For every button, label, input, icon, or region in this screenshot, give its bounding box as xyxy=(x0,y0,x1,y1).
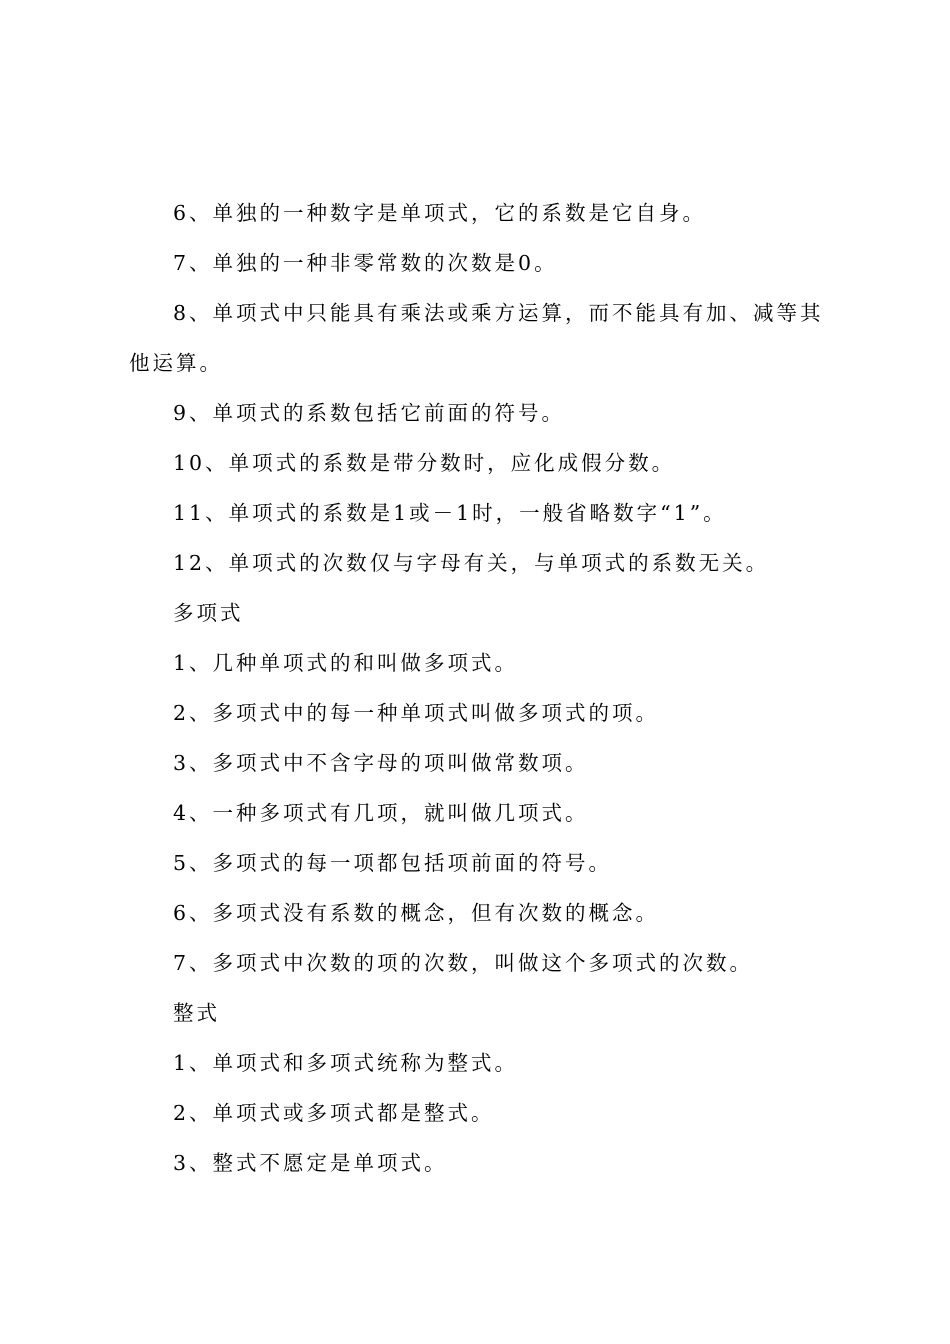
paragraph-integral-rule-2: 2、单项式或多项式都是整式。 xyxy=(173,1101,495,1125)
paragraph-monomial-rule-9: 9、单项式的系数包括它前面的符号。 xyxy=(173,401,566,425)
paragraph-polynomial-rule-5: 5、多项式的每一项都包括项前面的符号。 xyxy=(173,851,613,875)
section-heading-polynomial: 多项式 xyxy=(173,601,244,625)
paragraph-monomial-rule-8: 8、单项式中只能具有乘法或乘方运算，而不能具有加、减等其他运算。 xyxy=(129,301,824,375)
paragraph-polynomial-rule-1: 1、几种单项式的和叫做多项式。 xyxy=(173,651,519,675)
paragraph-monomial-rule-11: 11、单项式的系数是1或－1时，一般省略数字“1”。 xyxy=(173,501,727,525)
paragraph-polynomial-rule-6: 6、多项式没有系数的概念，但有次数的概念。 xyxy=(173,901,660,925)
section-heading-integral-expression: 整式 xyxy=(173,1001,220,1025)
paragraph-monomial-rule-7: 7、单独的一种非零常数的次数是0。 xyxy=(173,251,558,275)
paragraph-integral-rule-1: 1、单项式和多项式统称为整式。 xyxy=(173,1051,519,1075)
paragraph-integral-rule-3: 3、整式不愿定是单项式。 xyxy=(173,1151,448,1175)
paragraph-monomial-rule-12: 12、单项式的次数仅与字母有关，与单项式的系数无关。 xyxy=(173,551,770,575)
paragraph-polynomial-rule-2: 2、多项式中的每一种单项式叫做多项式的项。 xyxy=(173,701,660,725)
paragraph-monomial-rule-6: 6、单独的一种数字是单项式，它的系数是它自身。 xyxy=(173,201,707,225)
paragraph-polynomial-rule-7: 7、多项式中次数的项的次数，叫做这个多项式的次数。 xyxy=(173,951,754,975)
paragraph-monomial-rule-10: 10、单项式的系数是带分数时，应化成假分数。 xyxy=(173,451,676,475)
paragraph-polynomial-rule-3: 3、多项式中不含字母的项叫做常数项。 xyxy=(173,751,589,775)
paragraph-polynomial-rule-4: 4、一种多项式有几项，就叫做几项式。 xyxy=(173,801,589,825)
document-body xyxy=(129,188,831,1188)
